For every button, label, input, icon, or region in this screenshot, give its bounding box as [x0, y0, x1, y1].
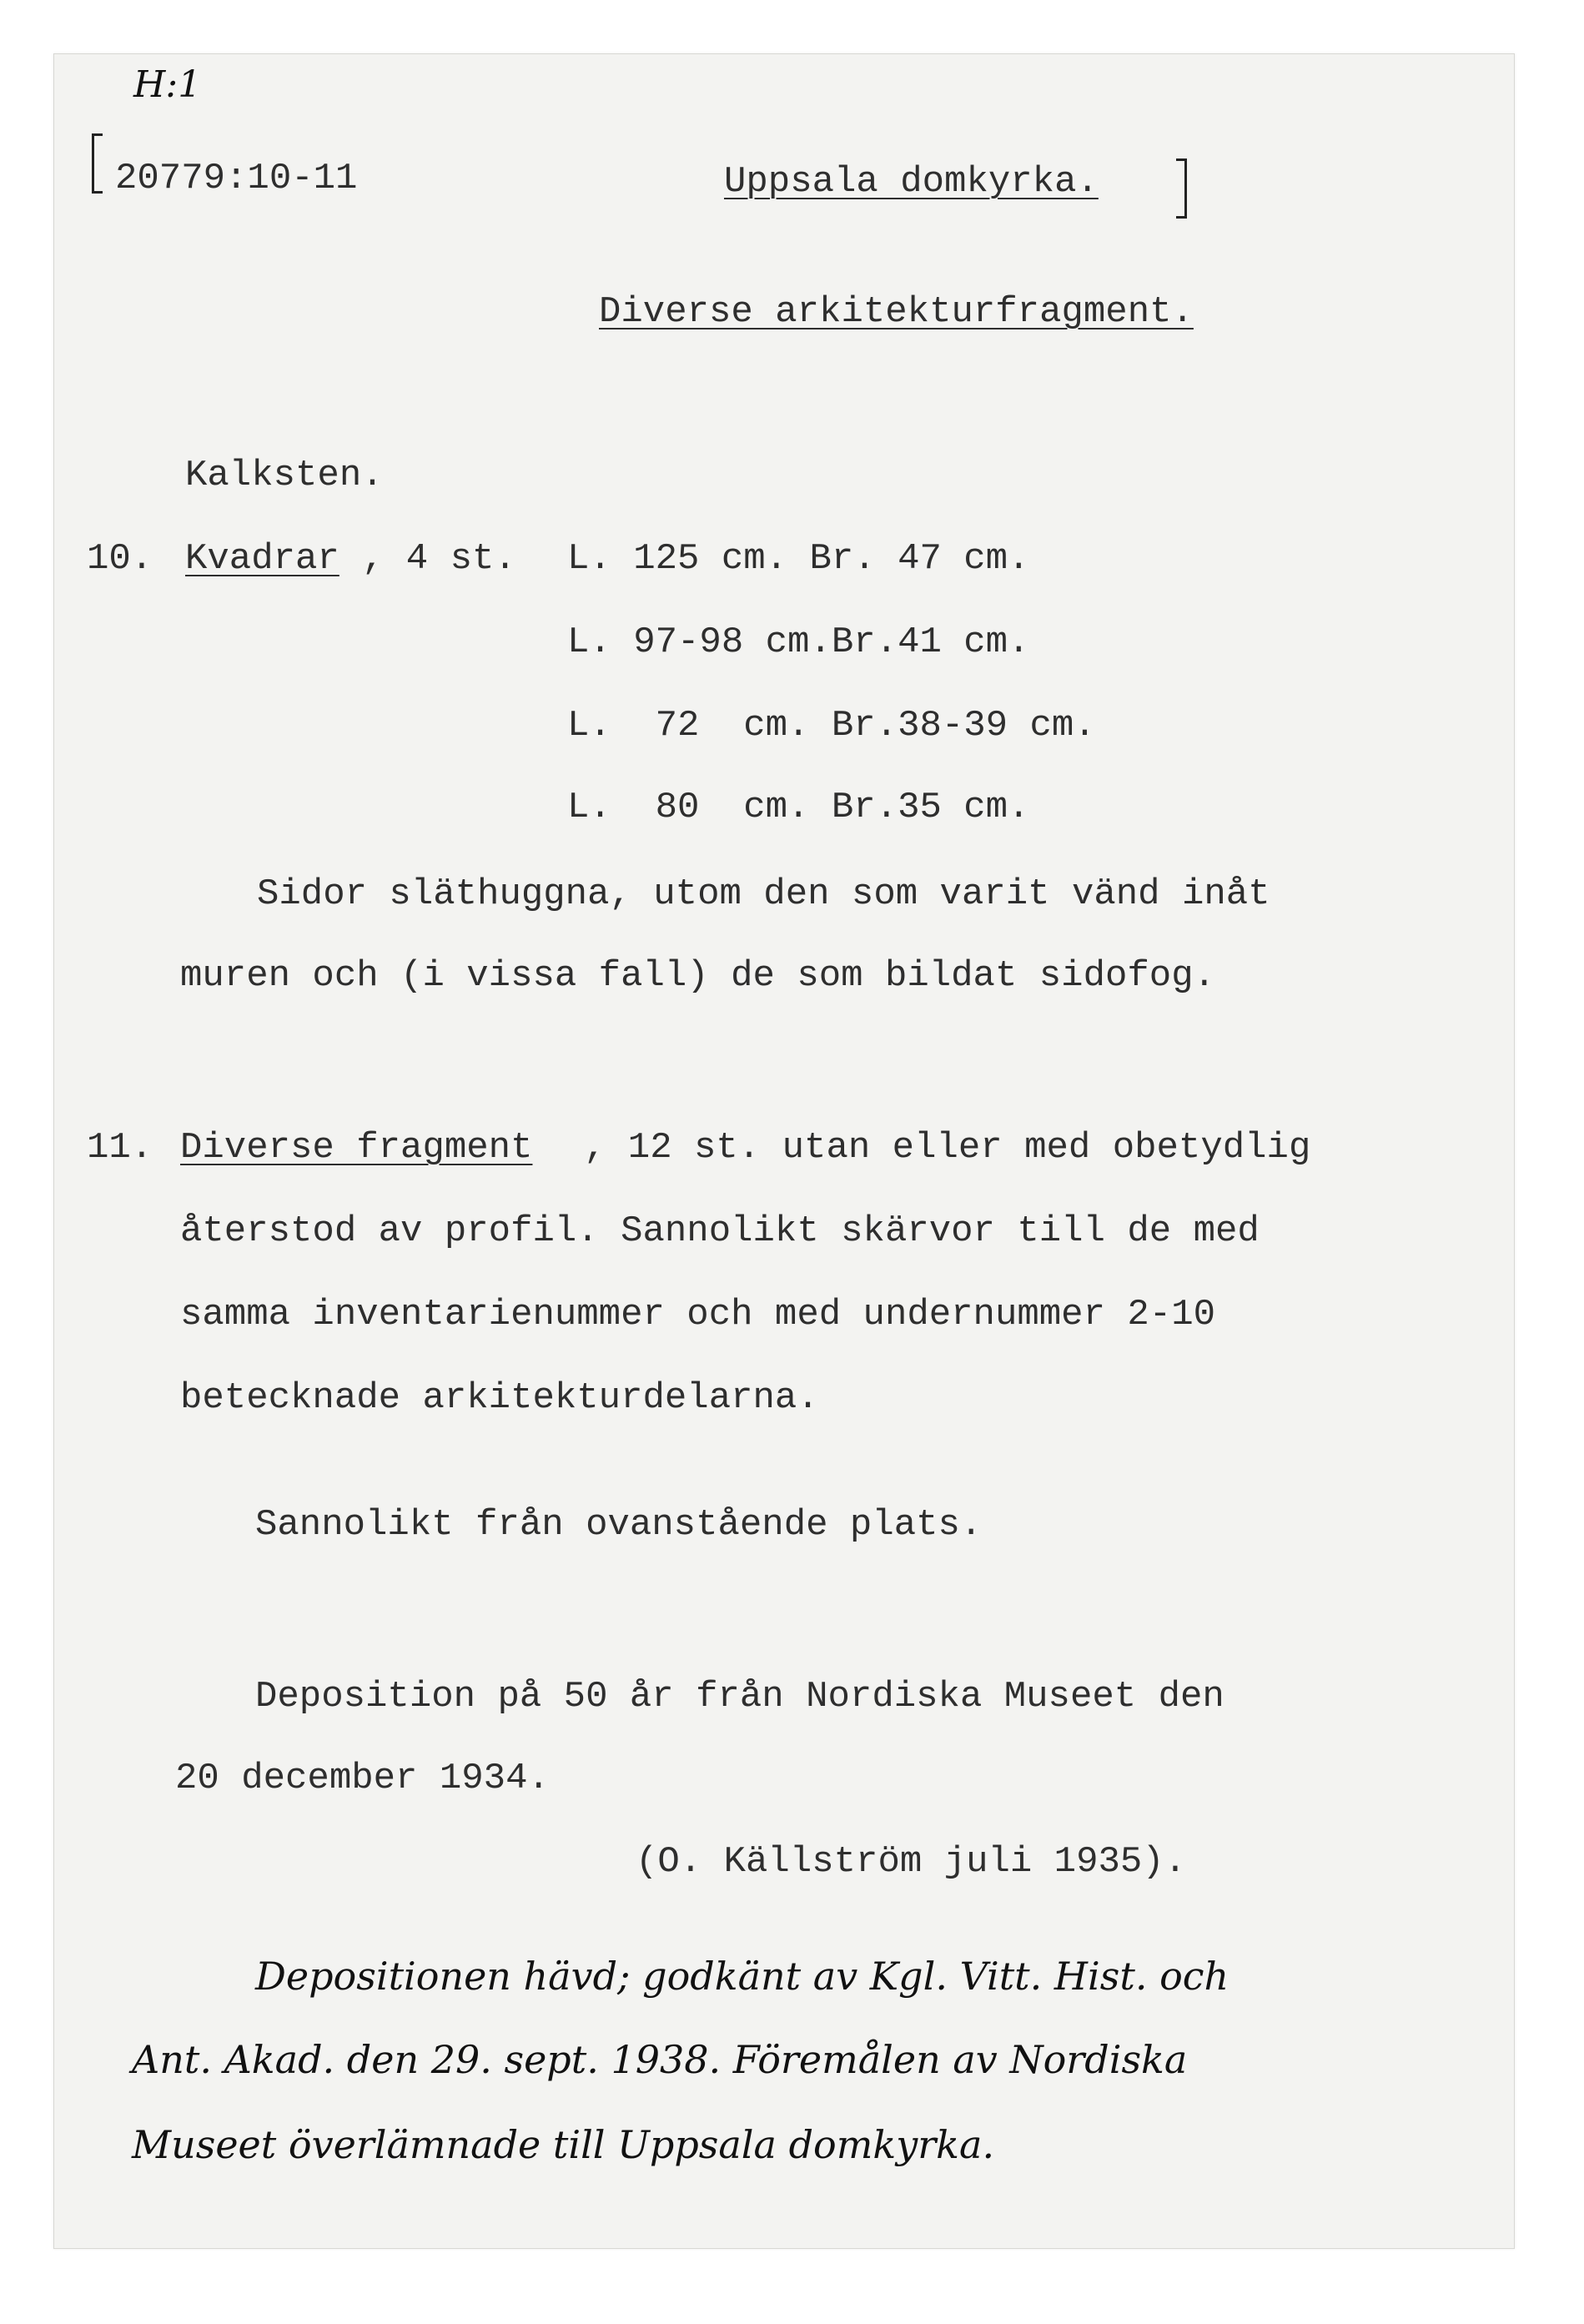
item-11-description: samma inventarienummer och med undernummer 2-10 — [180, 1294, 1216, 1336]
close-bracket — [1176, 158, 1187, 219]
item-11-description: återstod av profil. Sannolikt skärvor till de med — [180, 1210, 1260, 1252]
handwritten-note-line: Depositionen hävd; godkänt av Kgl. Vitt. Hist. och — [255, 1954, 1229, 1999]
handwritten-note-line: Museet överlämnade till Uppsala domkyrka. — [132, 2122, 995, 2167]
deposition-line: Deposition på 50 år från Nordiska Museet den — [255, 1676, 1224, 1718]
item-11-name: Diverse fragment — [180, 1127, 533, 1169]
signature: (O. Källström juli 1935). — [636, 1841, 1187, 1883]
measurement-line: L. 72 cm. Br.38-39 cm. — [567, 705, 1096, 747]
measurement-line: L. 125 cm. Br. 47 cm. — [567, 538, 1030, 580]
deposition-line: 20 december 1934. — [175, 1758, 550, 1799]
heading: Diverse arkitekturfragment. — [599, 291, 1194, 333]
item-10-name: Kvadrar — [185, 538, 339, 580]
measurement-line: L. 80 cm. Br.35 cm. — [567, 787, 1030, 828]
item-10-description: muren och (i vissa fall) de som bildat sidofog. — [180, 955, 1216, 997]
measurement-line: L. 97-98 cm.Br.41 cm. — [567, 621, 1030, 663]
handwritten-note-line: Ant. Akad. den 29. sept. 1938. Föremålen av Nordiska — [132, 2037, 1188, 2082]
item-10-count: , 4 st. — [362, 538, 516, 580]
item-10-description: Sidor släthuggna, utom den som varit vänd inåt — [257, 873, 1270, 915]
item-11-description: betecknade arkitekturdelarna. — [180, 1377, 819, 1419]
open-bracket — [92, 133, 103, 194]
corner-mark: H:1 — [133, 63, 202, 106]
item-11-first-line: , 12 st. utan eller med obetydlig — [584, 1127, 1311, 1169]
location-title: Uppsala domkyrka. — [724, 161, 1099, 203]
item-11-number: 11. — [87, 1127, 153, 1169]
inventory-number: 20779:10-11 — [115, 158, 358, 199]
item-10-number: 10. — [87, 538, 153, 580]
provenance: Sannolikt från ovanstående plats. — [255, 1504, 983, 1546]
material: Kalksten. — [185, 455, 384, 496]
